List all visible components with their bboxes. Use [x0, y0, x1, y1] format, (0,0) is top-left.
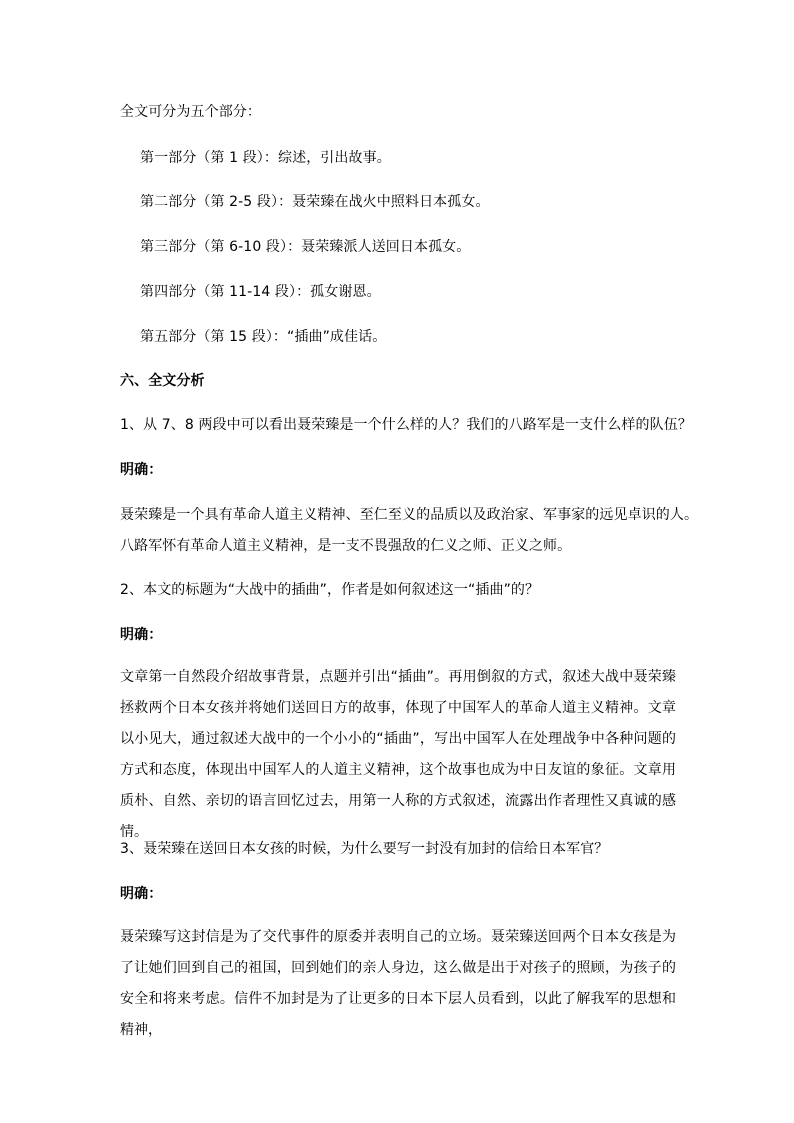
section-heading: 六、全文分析: [120, 373, 205, 389]
question-1: 1、从 7、8 两段中可以看出聂荣臻是一个什么样的人？我们的八路军是一支什么样的队伍？: [120, 417, 692, 433]
question-3: 3、聂荣臻在送回日本女孩的时候，为什么要写一封没有加封的信给日本军官？: [120, 841, 609, 857]
part-item-4: 第四部分（第 11-14 段）：孤女谢恩。: [140, 284, 381, 300]
part-item-5: 第五部分（第 15 段）：“插曲”成佳话。: [140, 329, 387, 345]
intro-text: 全文可分为五个部分：: [120, 104, 261, 120]
answer-1-line-2: 八路军怀有革命人道主义精神，是一支不畏强敌的仁义之师、正义之师。: [120, 538, 572, 554]
answer-3-paragraph: 聂荣臻写这封信是为了交代事件的原委并表明自己的立场。聂荣臻送回两个日本女孩是为了让她们回到自己的祖国，回到她们的亲人身边，这么做是出于对孩子的照顾，为孩子的安全和将来考虑。信件不加封是为了让更多的日本下层人员看到，以此了解我军的思想和精神，: [120, 929, 676, 1038]
part-item-2: 第二部分（第 2-5 段）：聂荣臻在战火中照料日本孤女。: [140, 194, 490, 210]
question-2: 2、本文的标题为“大战中的插曲”，作者是如何叙述这一“插曲”的？: [120, 582, 540, 598]
part-item-3: 第三部分（第 6-10 段）：聂荣臻派人送回日本孤女。: [140, 239, 471, 255]
answer-1-label: 明确：: [120, 462, 163, 478]
answer-1-line-1: 聂荣臻是一个具有革命人道主义精神、至仁至义的品质以及政治家、军事家的远见卓识的人。: [120, 507, 699, 523]
answer-2-paragraph: 文章第一自然段介绍故事背景，点题并引出“插曲”。再用倒叙的方式，叙述大战中聂荣臻拯救两个日本女孩并将她们送回日方的故事，体现了中国军人的革命人道主义精神。文章以小见大，通过叙述大战中的一个小小的“插曲”，写出中国军人在处理战争中各种问题的方式和态度，体现出中国军人的人道主义精神，这个故事也成为中日友谊的象征。文章用质朴、自然、亲切的语言回忆过去，用第一人称的方式叙述，流露出作者理性又真诚的感情。: [120, 669, 676, 840]
answer-3-label: 明确：: [120, 886, 163, 902]
part-item-1: 第一部分（第 1 段）：综述，引出故事。: [140, 150, 391, 166]
answer-2-label: 明确：: [120, 627, 163, 643]
